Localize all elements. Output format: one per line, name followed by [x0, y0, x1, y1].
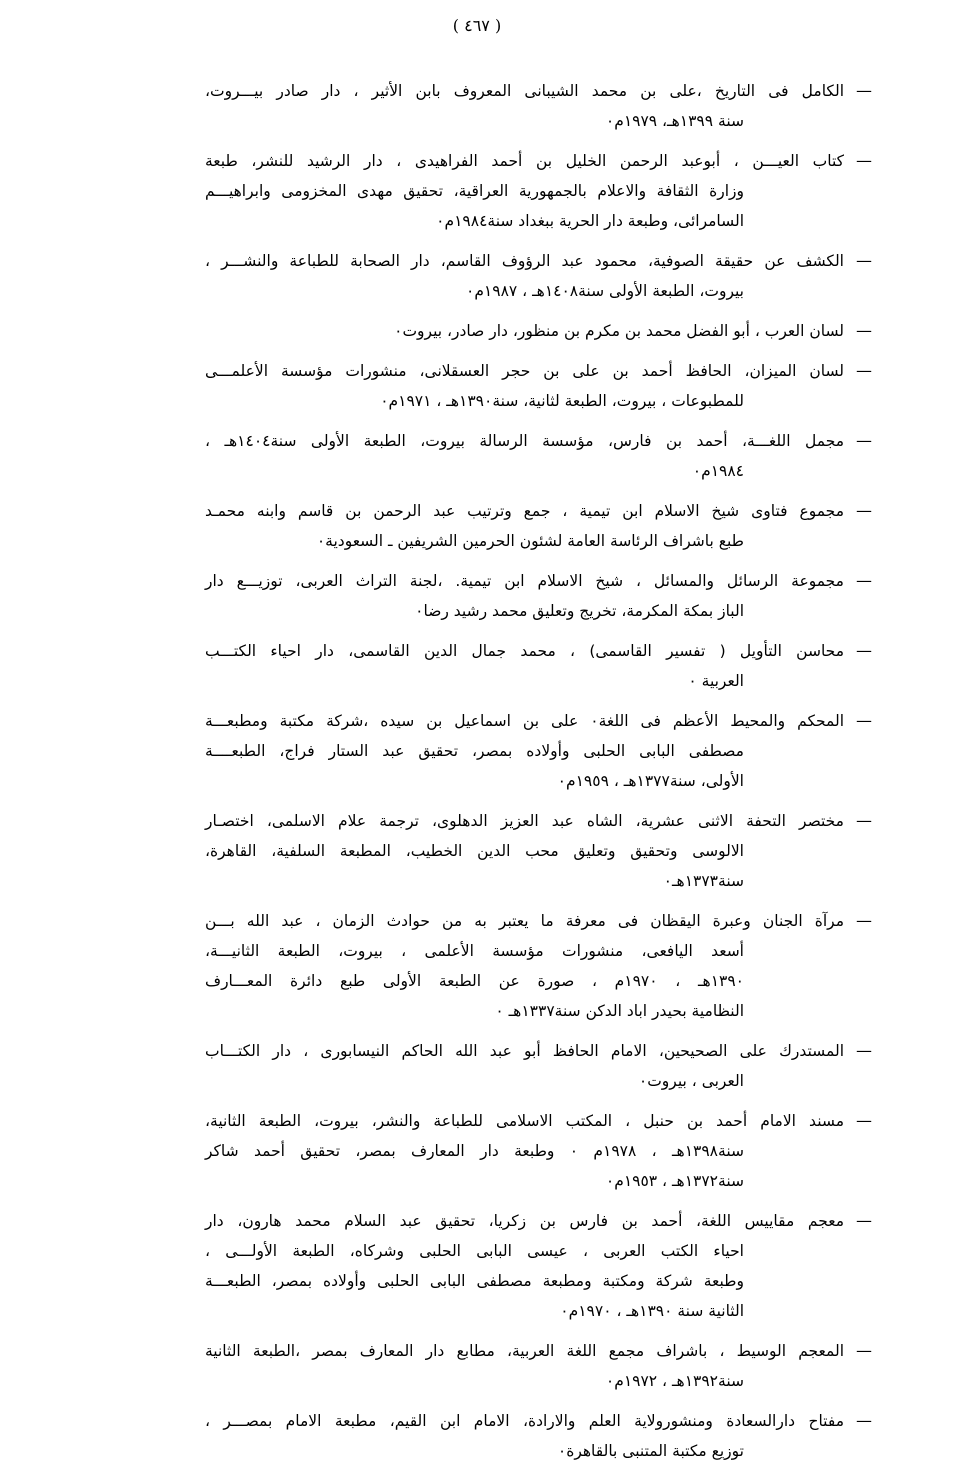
- reference-line: أسعد اليافعى، منشورات مؤسسة الأعلمى ، بيروت، الطبعة الثانيـــة،: [205, 942, 744, 960]
- reference-line: السامرائى، وطبعة دار الحرية ببغداد سنة١٩٨٤م٠: [436, 212, 744, 230]
- reference-line: ١٩٨٤م٠: [692, 462, 744, 480]
- reference-line: المحكم والمحيط الأعظم فى اللغة٠ على بن اسماعيل بن سيده ،شركة مكتبة ومطبعـــة: [205, 712, 844, 730]
- reference-line: الباز بمكة المكرمة، تخريج وتعليق محمد رشيد رضا٠: [415, 602, 744, 620]
- reference-entry: [0, 636, 954, 696]
- reference-entry: [0, 906, 954, 1026]
- bullet-dash: —: [856, 81, 872, 100]
- reference-line: مرآة الجنان وعبرة اليقظان فى معرفة ما يعتبر به من حوادث الزمان ، عبد الله بـــن: [205, 912, 844, 930]
- bullet-dash: —: [856, 1111, 872, 1130]
- reference-line: كتاب العيـــن ، أبوعبد الرحمن الخليل بن أحمد الفراهيدى ، دار الرشيد للنشر، طبعة: [205, 152, 844, 170]
- reference-entry: [0, 806, 954, 896]
- reference-line: وطبعة شركة ومكتبة ومطبعة مصطفى البابى الحلبى وأولاده بمصر، الطبعـــة: [205, 1272, 744, 1290]
- bullet-dash: —: [856, 1211, 872, 1230]
- reference-line: وزارة الثقافة والاعلام بالجمهورية العراقية، تحقيق مهدى المخزومى وابراهيـــم: [205, 182, 744, 200]
- reference-line: مجموع فتاوى شيخ الاسلام ابن تيمية ، جمع وترتيب عبد الرحمن بن قاسم وابنه محمـد: [205, 502, 844, 520]
- reference-line: مصطفى البابى الحلبى وأولاده بمصر، تحقيق عبد الستار فراج، الطبعــــة: [205, 742, 744, 760]
- reference-line: الكامل فى التاريخ ،على بن محمد الشيبانى المعروف بابن الأثير ، دار صادر بيـــروت،: [205, 82, 844, 100]
- bullet-dash: —: [856, 1411, 872, 1430]
- reference-line: طبع باشراف الرئاسة العامة لشئون الحرمين الشريفين ـ السعودية٠: [316, 532, 744, 550]
- reference-line: الثانية سنة ١٣٩٠هـ ، ١٩٧٠م٠: [560, 1302, 744, 1320]
- bullet-dash: —: [856, 151, 872, 170]
- reference-entry: [0, 76, 954, 136]
- bullet-dash: —: [856, 641, 872, 660]
- bullet-dash: —: [856, 321, 872, 340]
- reference-line: لسان العرب ، أبو الفضل محمد بن مكرم بن منظور، دار صادر، بيروت٠: [394, 322, 844, 340]
- reference-line: مختصر التحفة الاثنى عشرية، الشاه عبد العزيز الدهلوى، ترجمة علام الاسلمى، اختصـار: [205, 812, 844, 830]
- reference-line: مسند الامام أحمد بن حنبل ، المكتب الاسلامى للطباعة والنشر، بيروت، الطبعة الثانية،: [205, 1112, 844, 1130]
- reference-line: الالوسى وتحقيق وتعليق محب الدين الخطيب، المطبعة السلفية، القاهرة،: [205, 842, 744, 860]
- reference-line: للمطبوعات ، بيروت، الطبعة لثانية، سنة١٣٩٠هـ ، ١٩٧١م٠: [380, 392, 744, 410]
- reference-entry: [0, 1206, 954, 1326]
- reference-line: لسان الميزان، الحافظ أحمد بن على بن حجر العسقلانى، منشورات مؤسسة الأعلمـــى: [205, 362, 844, 380]
- reference-line: مفتاح دارالسعادة ومنشورولاية العلم والارادة، الامام ابن القيم، مطبعة الامام بمصـــر ،: [205, 1412, 844, 1430]
- bullet-dash: —: [856, 571, 872, 590]
- bullet-dash: —: [856, 1041, 872, 1060]
- reference-line: المستدرك على الصحيحين، الامام الحافظ أبو عبد الله الحاكم النيسابورى ، دار الكتـــاب: [205, 1042, 844, 1060]
- reference-line: العربية ٠: [688, 672, 744, 690]
- reference-line: سنة١٣٧٢هـ ، ١٩٥٣م٠: [605, 1172, 744, 1190]
- bullet-dash: —: [856, 251, 872, 270]
- reference-line: النظامية بحيدر اباد الدكن سنة١٣٣٧هـ ٠: [495, 1002, 744, 1020]
- reference-line: محاسن التأويل ( تفسير القاسمى) ، محمد جمال الدين القاسمى، دار احياء الكتـــب: [205, 642, 844, 660]
- bullet-dash: —: [856, 811, 872, 830]
- reference-line: مجموعة الرسائل والمسائل ، شيخ الاسلام ابن تيمية. ،لجنة التراث العربى، توزيـــع دار: [205, 572, 844, 590]
- reference-line: العربى ، بيروت٠: [638, 1072, 744, 1090]
- reference-line: ١٣٩٠هـ ، ١٩٧٠م ، صورة عن الطبعة الأولى طبع دائرة المعـــارف: [205, 972, 744, 990]
- reference-line: الأولى، سنة١٣٧٧هـ ، ١٩٥٩م٠: [557, 772, 744, 790]
- reference-entry: [0, 356, 954, 416]
- reference-line: الكشف عن حقيقة الصوفية، محمود عبد الرؤوف القاسم، دار الصحابة للطباعة والنشـــر ،: [205, 252, 844, 270]
- reference-line: سنة ١٣٩٩هـ، ١٩٧٩م٠: [605, 112, 744, 130]
- reference-line: سنة١٣٩٨هـ ، ١٩٧٨م ٠ وطبعة دار المعارف بمصر، تحقيق أحمد شاكر: [205, 1142, 744, 1160]
- reference-line: مجمل اللغـــة، أحمد بن فارس، مؤسسة الرسالة بيروت، الطبعة الأولى سنة١٤٠٤هـ ،: [205, 432, 844, 450]
- reference-line: سنة١٣٩٢هـ ، ١٩٧٢م٠: [605, 1372, 744, 1390]
- reference-line: بيروت، الطبعة الأولى سنة١٤٠٨هـ ، ١٩٨٧م٠: [465, 282, 744, 300]
- bullet-dash: —: [856, 911, 872, 930]
- reference-entry: [0, 316, 954, 346]
- reference-entry: [0, 1106, 954, 1196]
- reference-list: [0, 76, 954, 1476]
- page-number: ( ٤٦٧ ): [452, 16, 502, 35]
- bullet-dash: —: [856, 501, 872, 520]
- bullet-dash: —: [856, 361, 872, 380]
- reference-line: سنة١٣٧٣هـ٠: [663, 872, 744, 890]
- reference-entry: [0, 496, 954, 556]
- reference-entry: [0, 246, 954, 306]
- bullet-dash: —: [856, 711, 872, 730]
- bullet-dash: —: [856, 1341, 872, 1360]
- reference-entry: [0, 426, 954, 486]
- reference-line: معجم مقاييس اللغة، أحمد بن فارس بن زكريا، تحقيق عبد السلام محمد هارون، دار: [205, 1212, 844, 1230]
- reference-entry: [0, 566, 954, 626]
- reference-line: المعجم الوسيط ، باشراف مجمع اللغة العربية، مطابع دار المعارف بمصر ،الطبعة الثانية: [205, 1342, 844, 1360]
- reference-entry: [0, 146, 954, 236]
- reference-entry: [0, 1406, 954, 1466]
- reference-entry: [0, 1036, 954, 1096]
- reference-line: احياء الكتب العربى ، عيسى البابى الحلبى وشركاه، الطبعة الأولـــى ،: [205, 1242, 744, 1260]
- reference-line: توزيع مكتبة المتنبى بالقاهرة٠: [557, 1442, 744, 1460]
- reference-entry: [0, 1336, 954, 1396]
- reference-entry: [0, 706, 954, 796]
- bullet-dash: —: [856, 431, 872, 450]
